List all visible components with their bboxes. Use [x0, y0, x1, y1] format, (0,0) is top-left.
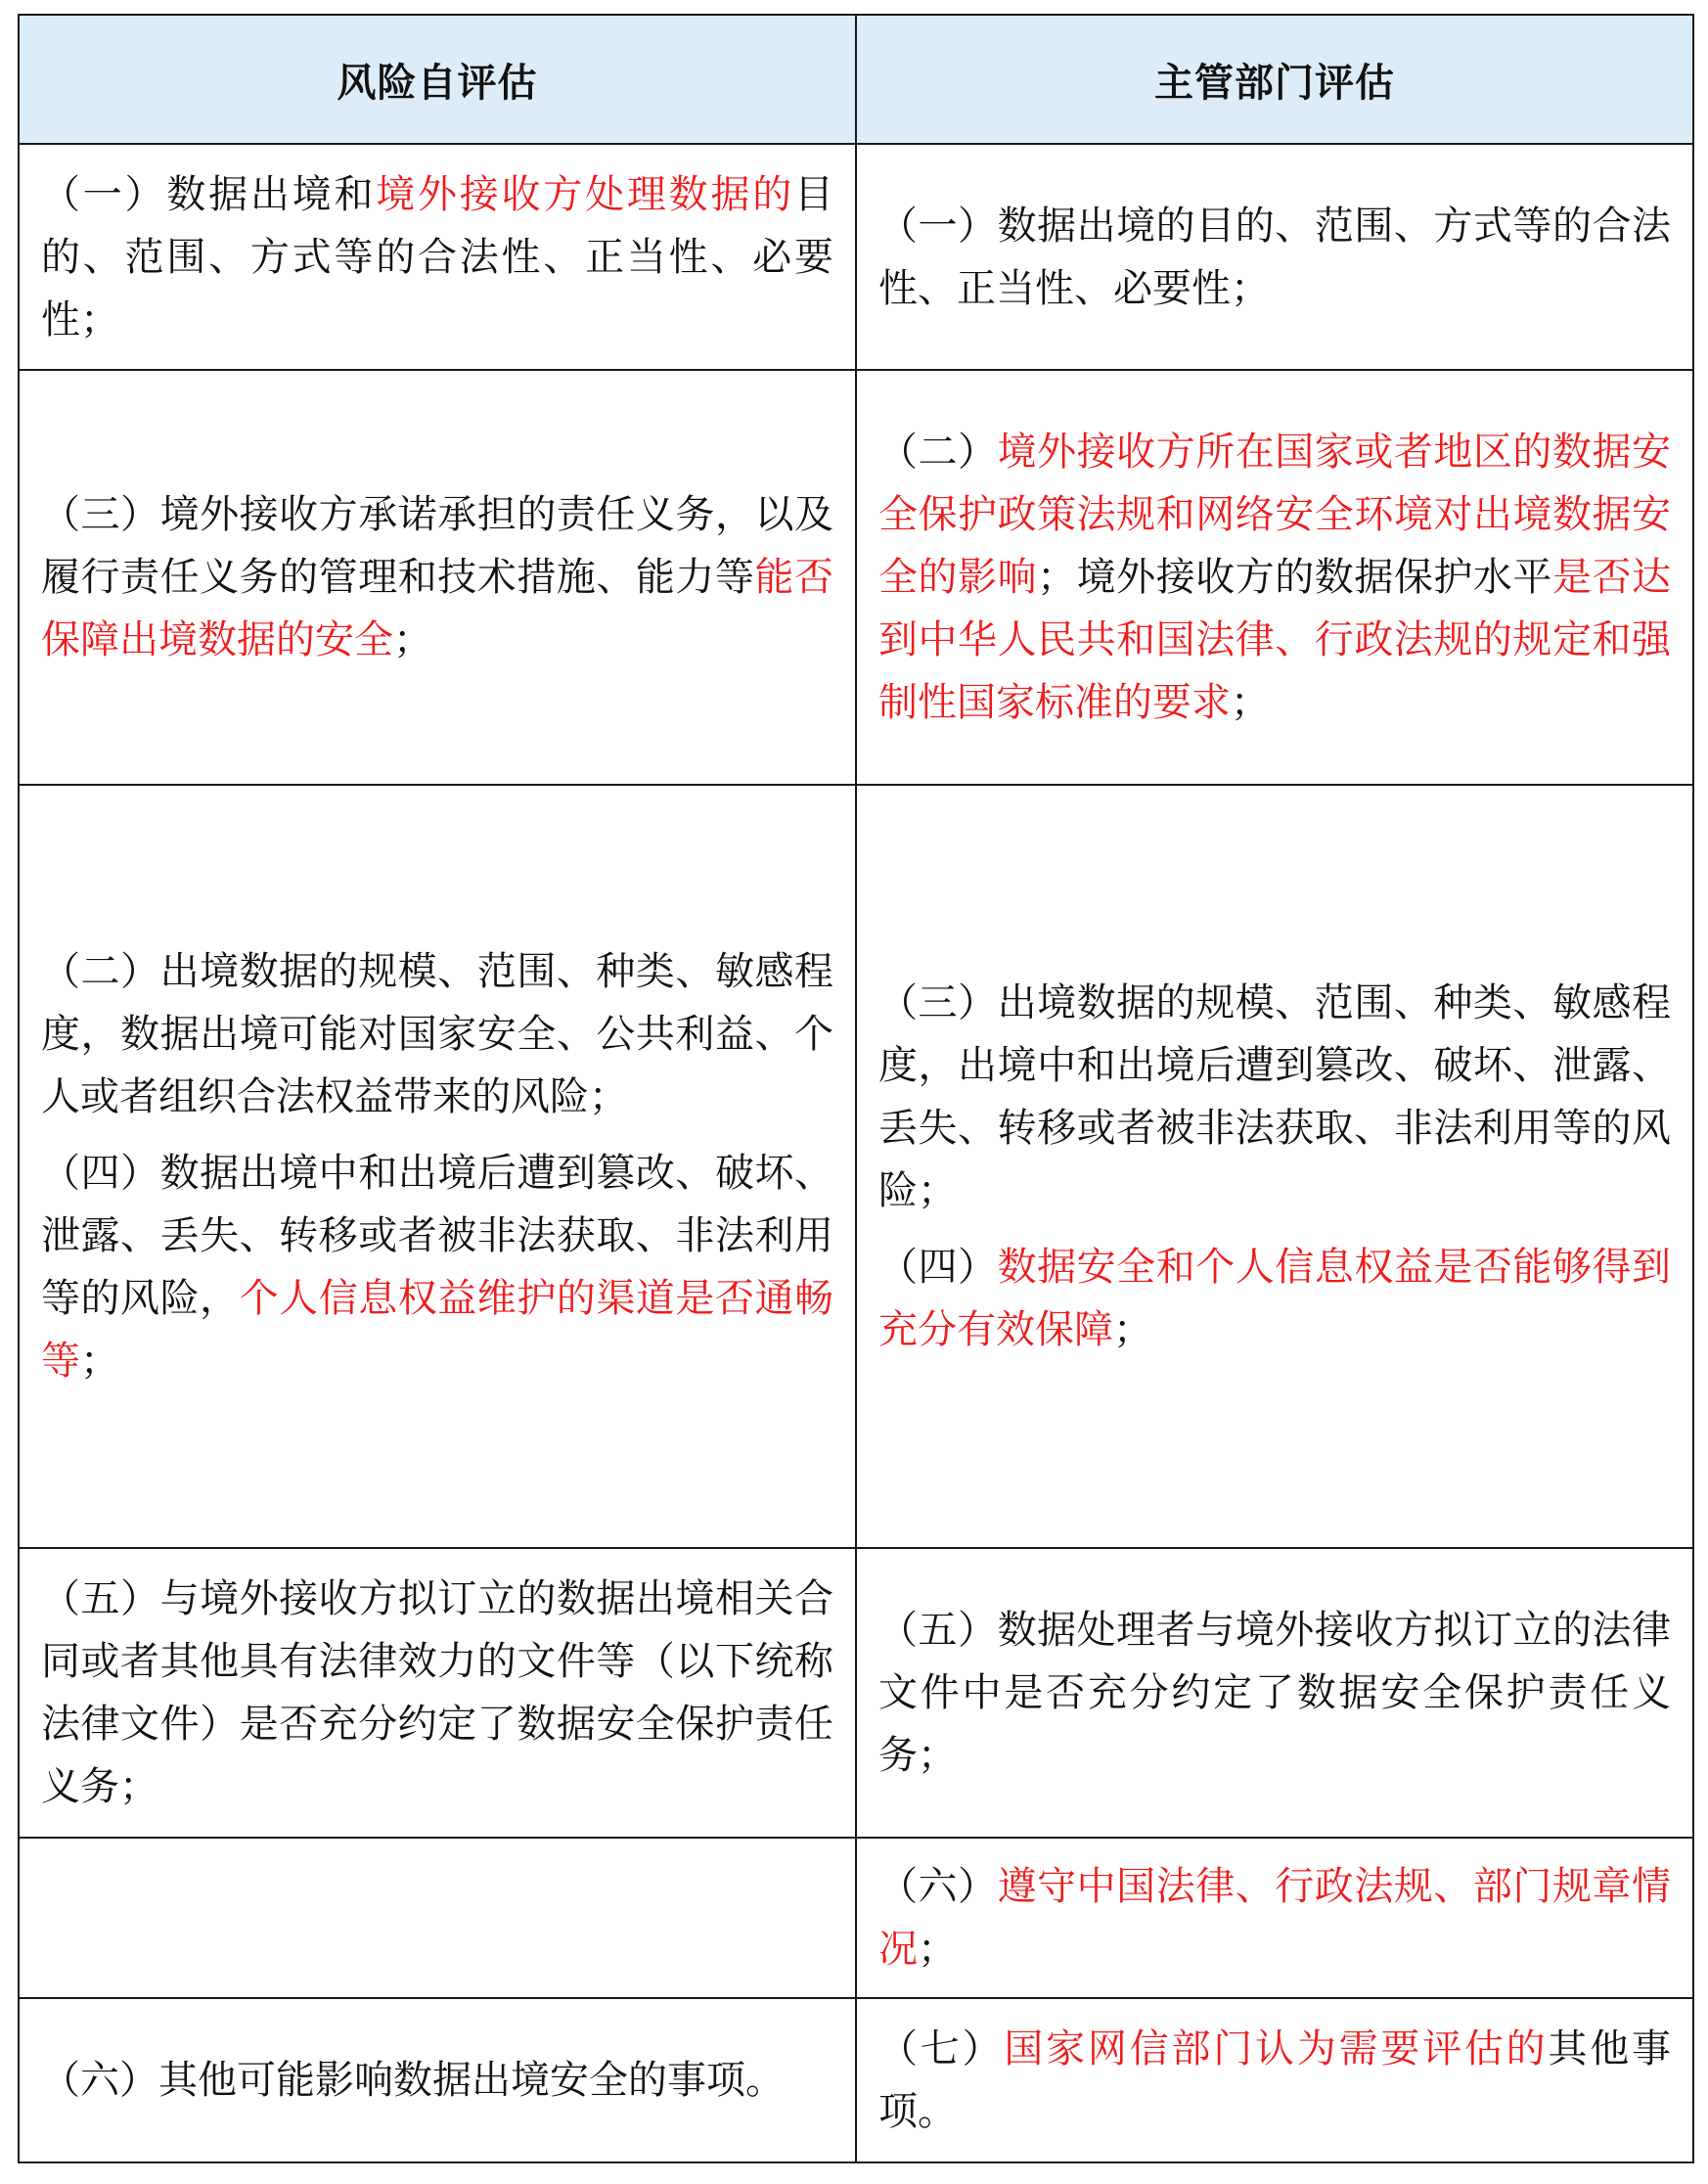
authority-assessment-cell: [856, 370, 1693, 785]
clause-paragraph: [41, 1568, 833, 1818]
clause-text: （一）数据出境的目的、范围、方式等的合法性、正当性、必要性；: [878, 203, 1671, 311]
clause-paragraph: [878, 1855, 1671, 1980]
table-row: [19, 785, 1693, 1548]
header-authority-assessment: 主管部门评估: [856, 15, 1693, 144]
clause-text: （一）数据出境和: [41, 171, 377, 217]
table-row: [19, 1838, 1693, 1998]
clause-text: （四）数据出境中和出境后遭到篡改、破坏、泄露、丢失、转移或者被非法获取、非法利用等的风险，: [41, 1151, 833, 1321]
clause-text: （五）数据处理者与境外接收方拟订立的法律文件中是否充分约定了数据安全保护责任义务；: [878, 1608, 1671, 1778]
header-self-assessment: 风险自评估: [19, 15, 856, 144]
comparison-table: [18, 14, 1694, 2163]
table-row: [19, 144, 1693, 370]
clause-paragraph: [41, 483, 833, 671]
authority-assessment-cell: [856, 1548, 1693, 1838]
self-assessment-cell-empty: [19, 1838, 856, 1998]
clause-paragraph: [41, 940, 833, 1128]
table-row: [19, 1548, 1693, 1838]
clause-text: （二）出境数据的规模、范围、种类、敏感程度，数据出境可能对国家安全、公共利益、个人或者组织合法权益带来的风险；: [41, 949, 833, 1119]
highlighted-text: 能否保障出境数据的安全: [41, 555, 834, 662]
authority-assessment-cell: [856, 144, 1693, 370]
clause-paragraph: [878, 2018, 1671, 2143]
clause-text: （七）: [878, 2026, 1005, 2071]
clause-text: 其他事项。: [878, 2026, 1672, 2134]
highlighted-text: 境外接收方处理数据的: [376, 171, 795, 217]
highlighted-text: 国家网信部门认为需要评估的: [1004, 2026, 1549, 2071]
highlighted-text: 是否达到中华人民共和国法律、行政法规的规定和强制性国家标准的要求: [878, 555, 1672, 725]
clause-text: ；境外接收方的数据保护水平: [1037, 555, 1552, 600]
clause-text: （六）其他可能影响数据出境安全的事项。: [41, 2058, 785, 2103]
self-assessment-cell: [19, 370, 856, 785]
self-assessment-cell: [19, 1998, 856, 2162]
clause-paragraph: [41, 1142, 833, 1392]
self-assessment-cell: [19, 785, 856, 1548]
clause-paragraph: [878, 421, 1671, 734]
highlighted-text: 数据安全和个人信息权益是否能够得到充分有效保障: [878, 1245, 1672, 1352]
clause-text: （五）与境外接收方拟订立的数据出境相关合同或者其他具有法律效力的文件等（以下统称法律文件）是否充分约定了数据安全保护责任义务；: [41, 1576, 833, 1809]
clause-paragraph: [878, 195, 1671, 320]
clause-paragraph: [878, 1599, 1671, 1787]
self-assessment-cell: [19, 144, 856, 370]
table-row: [19, 1998, 1693, 2162]
clause-paragraph: [878, 972, 1671, 1222]
clause-text: 目的、范围、方式等的合法性、正当性、必要性；: [41, 171, 834, 342]
clause-text: ；: [393, 617, 432, 662]
clause-text: （四）: [878, 1245, 998, 1290]
clause-text: （二）: [878, 430, 998, 475]
clause-text: ；: [1113, 1307, 1152, 1352]
self-assessment-cell: [19, 1548, 856, 1838]
highlighted-text: 境外接收方所在国家或者地区的数据安全保护政策法规和网络安全环境对出境数据安全的影响: [878, 430, 1672, 600]
header-row: [19, 15, 1693, 144]
table-row: [19, 370, 1693, 785]
highlighted-text: 个人信息权益维护的渠道是否通畅等: [41, 1276, 834, 1384]
clause-text: ；: [1231, 680, 1270, 725]
highlighted-text: 遵守中国法律、行政法规、部门规章情况: [878, 1864, 1672, 1972]
clause-text: （三）境外接收方承诺承担的责任义务，以及履行责任义务的管理和技术措施、能力等: [41, 492, 833, 600]
clause-paragraph: [41, 2049, 833, 2112]
authority-assessment-cell: [856, 1838, 1693, 1998]
clause-text: ；: [918, 1927, 957, 1972]
clause-paragraph: [878, 1236, 1671, 1361]
clause-text: （六）: [878, 1864, 998, 1909]
clause-paragraph: [41, 163, 833, 351]
authority-assessment-cell: [856, 1998, 1693, 2162]
clause-text: ；: [80, 1339, 119, 1384]
clause-text: （三）出境数据的规模、范围、种类、敏感程度，出境中和出境后遭到篡改、破坏、泄露、丢失、转移或者被非法获取、非法利用等的风险；: [878, 980, 1671, 1213]
authority-assessment-cell: [856, 785, 1693, 1548]
